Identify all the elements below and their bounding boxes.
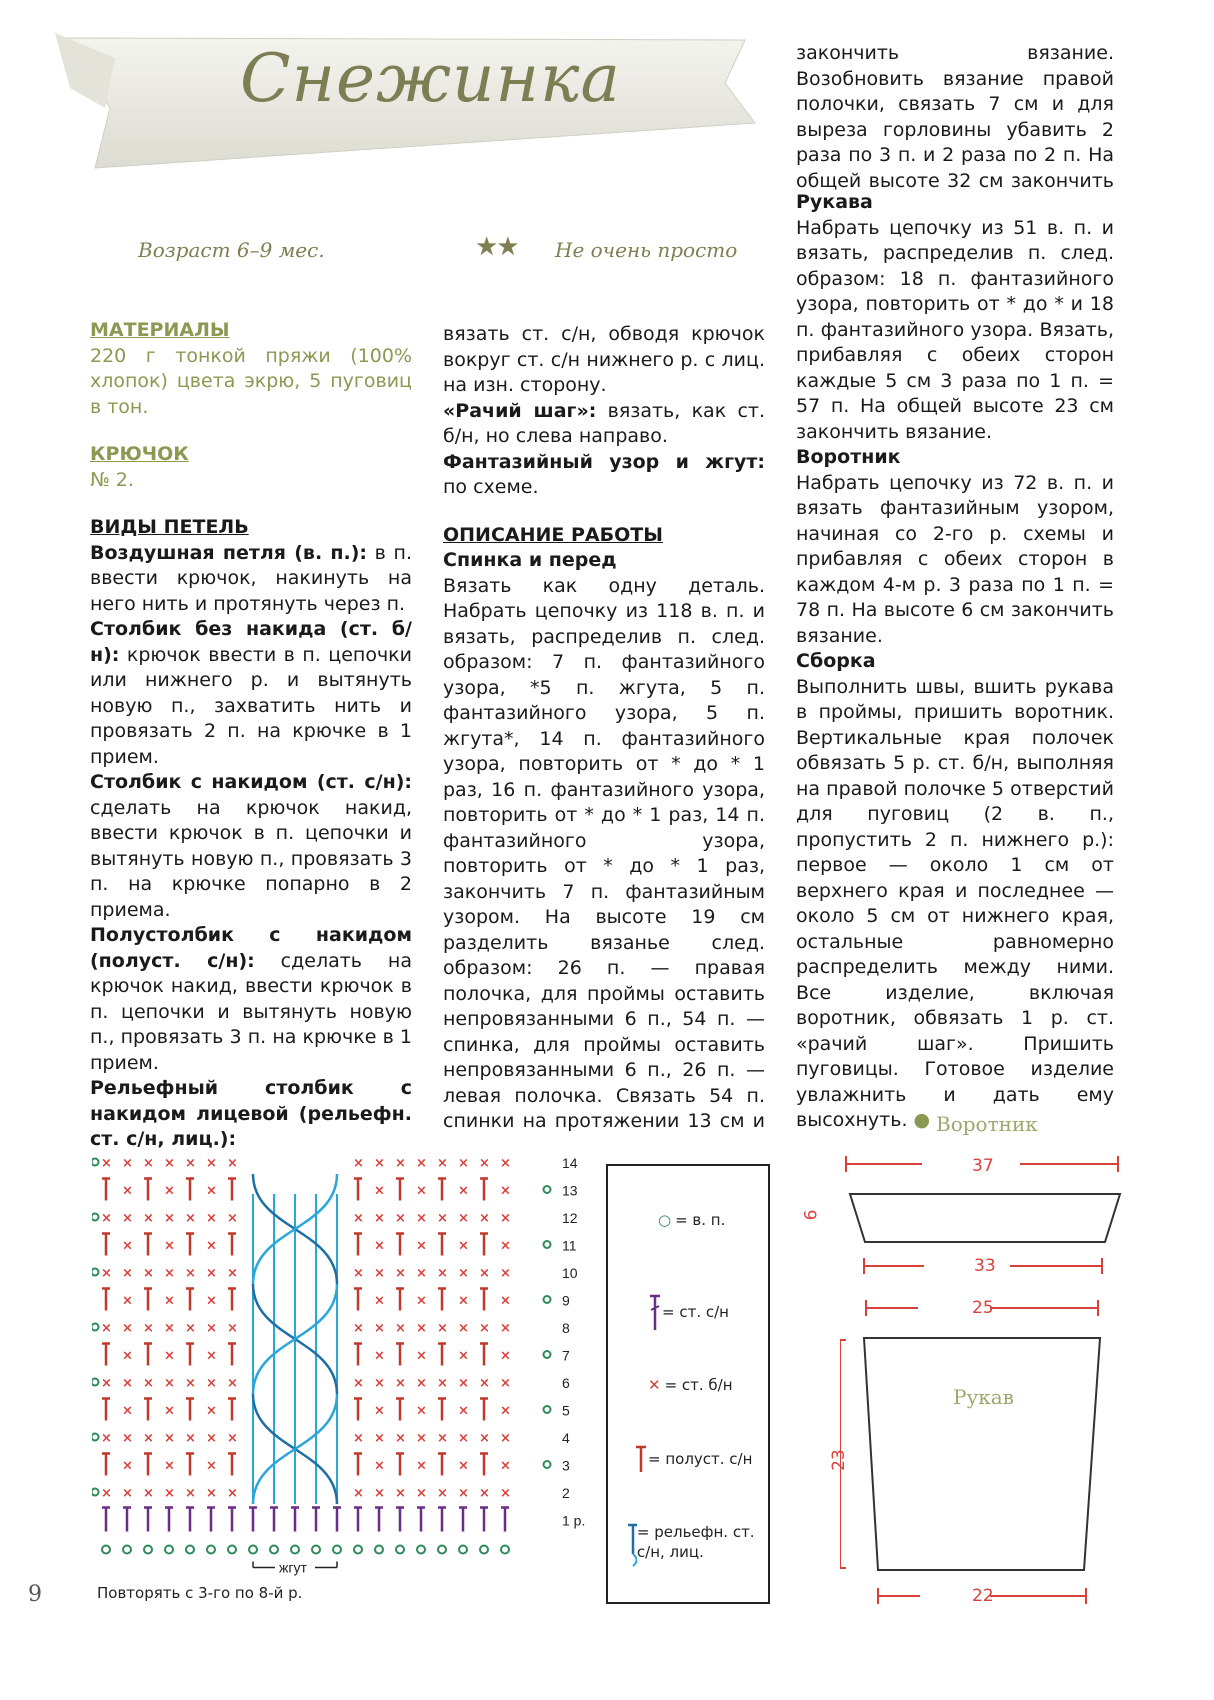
sc-mark: × [500, 1238, 511, 1254]
chain-mark [544, 1406, 551, 1413]
sc-mark: × [479, 1156, 490, 1171]
page-number: 9 [28, 1582, 42, 1607]
sc-mark: × [458, 1458, 469, 1474]
chain-mark [92, 1324, 99, 1331]
sc-mark: × [395, 1211, 406, 1226]
chain-mark [186, 1546, 194, 1554]
sc-mark: × [479, 1431, 490, 1446]
sc-mark: × [143, 1486, 154, 1501]
sc-icon: ✕ [648, 1376, 661, 1394]
sc-mark: × [143, 1321, 154, 1336]
section-title: Сборка [796, 650, 876, 672]
sc-mark: × [164, 1376, 175, 1391]
row-number: 4 [562, 1430, 570, 1446]
row-number: 13 [562, 1182, 578, 1199]
sc-mark: × [500, 1486, 511, 1501]
sc-mark: × [416, 1266, 427, 1281]
sc-mark: × [500, 1431, 511, 1446]
sc-mark: × [164, 1431, 175, 1446]
sc-mark: × [122, 1431, 133, 1446]
sc-mark: × [374, 1486, 385, 1501]
sc-mark: × [458, 1321, 469, 1336]
chain-mark [501, 1546, 509, 1554]
sc-mark: × [122, 1321, 133, 1336]
sc-mark: × [206, 1431, 217, 1446]
sc-mark: × [206, 1486, 217, 1501]
chain-mark [438, 1546, 446, 1554]
legend-item-fpdc: = рельефн. ст. с/н, лиц. [626, 1522, 766, 1568]
chain-mark [544, 1351, 551, 1358]
row-number: 8 [562, 1320, 570, 1336]
sc-mark: × [206, 1156, 217, 1171]
chain-mark [375, 1546, 383, 1554]
sc-mark: × [500, 1183, 511, 1199]
sc-mark: × [437, 1156, 448, 1171]
collar-height-dim: 6 [801, 1209, 822, 1221]
sc-mark: × [122, 1266, 133, 1281]
sc-mark: × [164, 1156, 175, 1171]
chain-mark [207, 1546, 215, 1554]
collar-bottom-dim: 33 [974, 1256, 996, 1276]
chain-icon: ○ [658, 1211, 672, 1229]
chain-mark [92, 1489, 99, 1496]
sc-mark: × [185, 1431, 196, 1446]
sc-mark: × [458, 1211, 469, 1226]
materials-text: 220 г тонкой пряжи (100% хлопок) цвета экрю, 5 пуговиц в тон. [90, 344, 412, 418]
sc-mark: × [185, 1156, 196, 1171]
sc-mark: × [122, 1238, 133, 1254]
row-number: 5 [562, 1402, 570, 1419]
sc-mark: × [185, 1486, 196, 1501]
chain-mark [291, 1546, 299, 1554]
sc-mark: × [227, 1376, 238, 1391]
sc-mark: × [122, 1183, 133, 1199]
sc-mark: × [395, 1376, 406, 1391]
sc-mark: × [122, 1211, 133, 1226]
sc-mark: × [416, 1211, 427, 1226]
page-title: Снежинка [240, 40, 621, 117]
sleeve-bottom-dim: 22 [972, 1586, 994, 1606]
row-number: 10 [562, 1265, 578, 1281]
row-number: 9 [562, 1292, 570, 1309]
section-text: Набрать цепочку из 72 в. п. и вязать фантазийным узором, начиная со 2-го р. схемы и прибавляя с обеих сторон в каждом 4-м р. 3 раза по 1 п. = 78 п. На высоте 6 см закончить вязание. [796, 471, 1114, 647]
stitch-item: Воздушная петля (в. п.): в п. ввести крючок, накинуть на него нить и протянуть через п. [90, 541, 413, 615]
sc-mark: × [122, 1486, 133, 1501]
sleeve-outline [864, 1338, 1100, 1570]
sc-mark: × [458, 1376, 469, 1391]
sc-mark: × [458, 1431, 469, 1446]
sc-mark: × [101, 1156, 112, 1171]
column-1 [90, 318, 412, 1153]
chain-mark [144, 1546, 152, 1554]
sc-mark: × [395, 1266, 406, 1281]
chain-mark [165, 1546, 173, 1554]
sc-mark: × [143, 1376, 154, 1391]
sc-mark: × [395, 1486, 406, 1501]
sc-mark: × [227, 1486, 238, 1501]
stitch-item: Полустолбик с накидом (полуст. с/н): сделать на крючок накид, ввести крючок в п. цепочки и вытянуть новую п., провязать 3 п. на крючке в 1 прием. [90, 924, 412, 1074]
sc-mark: × [185, 1321, 196, 1336]
sc-mark: × [143, 1266, 154, 1281]
sc-mark: × [101, 1376, 112, 1391]
sc-mark: × [164, 1348, 175, 1364]
sc-mark: × [458, 1348, 469, 1364]
sc-mark: × [395, 1321, 406, 1336]
collar-top-dim: 37 [972, 1156, 994, 1176]
sc-mark: × [101, 1321, 112, 1336]
sc-mark: × [122, 1403, 133, 1419]
chain-mark [228, 1546, 236, 1554]
sc-mark: × [416, 1348, 427, 1364]
chain-mark [333, 1546, 341, 1554]
stitch-item: Столбик с накидом (ст. с/н): сделать на крючок накид, ввести крючок в п. цепочки и вытянуть новую п., провязать 3 п. на крючке попарно в 2 приема. [90, 771, 412, 921]
row-number: 12 [562, 1210, 578, 1226]
chain-mark [544, 1241, 551, 1248]
sc-mark: × [185, 1376, 196, 1391]
section-title: Рукава [796, 191, 873, 213]
sc-mark: × [500, 1266, 511, 1281]
legend-item-chain: ○ = в. п. [658, 1211, 726, 1229]
sc-mark: × [206, 1211, 217, 1226]
sc-mark: × [416, 1431, 427, 1446]
row-number: 14 [562, 1155, 578, 1171]
sc-mark: × [500, 1321, 511, 1336]
section-text: Набрать цепочку из 51 в. п. и вязать, распределив п. след. образом: 18 п. фантазийного узора, повторить от * до * и 18 п. фантазийного узора. Вязать, прибавляя с обеих сторон каждые 5 см 3 раза по 1 п. = 57 п. На общей высоте 23 см закончить вязание. [796, 216, 1114, 443]
collar-outline [850, 1194, 1120, 1242]
sc-mark: × [206, 1183, 217, 1199]
sc-mark: × [416, 1183, 427, 1199]
sc-mark: × [395, 1431, 406, 1446]
sc-mark: × [479, 1266, 490, 1281]
difficulty-label: Не очень просто [555, 238, 738, 262]
sc-mark: × [353, 1431, 364, 1446]
sc-mark: × [164, 1238, 175, 1254]
chain-mark [544, 1296, 551, 1303]
chain-mark [92, 1159, 99, 1166]
sc-mark: × [416, 1376, 427, 1391]
sleeve-height-dim: 23 [828, 1449, 849, 1471]
sc-mark: × [227, 1321, 238, 1336]
sc-mark: × [416, 1293, 427, 1309]
column-3 [796, 40, 1114, 1134]
sc-mark: × [353, 1211, 364, 1226]
stitch-item: Рельефный столбик с накидом лицевой (рельефн. ст. с/н, лиц.): [90, 1077, 412, 1150]
sc-mark: × [437, 1486, 448, 1501]
chain-mark [92, 1379, 99, 1386]
sc-mark: × [206, 1348, 217, 1364]
sc-mark: × [416, 1403, 427, 1419]
sc-mark: × [500, 1293, 511, 1309]
sc-mark: × [101, 1431, 112, 1446]
chain-mark [92, 1434, 99, 1441]
section-title: Воротник [796, 446, 901, 468]
row-number: 7 [562, 1347, 570, 1364]
sc-mark: × [437, 1321, 448, 1336]
chain-mark [354, 1546, 362, 1554]
sc-mark: × [143, 1431, 154, 1446]
sc-mark: × [122, 1348, 133, 1364]
chain-mark [544, 1186, 551, 1193]
sc-mark: × [374, 1403, 385, 1419]
sc-mark: × [353, 1321, 364, 1336]
sc-mark: × [227, 1211, 238, 1226]
sc-mark: × [353, 1156, 364, 1171]
sc-mark: × [374, 1211, 385, 1226]
sc-mark: × [206, 1321, 217, 1336]
sc-mark: × [479, 1486, 490, 1501]
sc-mark: × [122, 1376, 133, 1391]
stitch-item: вязать ст. с/н, обводя крючок вокруг ст. с/н нижнего р. с лиц. на изн. сторону. [443, 323, 765, 396]
sc-mark: × [458, 1293, 469, 1309]
chain-mark [396, 1546, 404, 1554]
sc-mark: × [374, 1183, 385, 1199]
sc-mark: × [374, 1266, 385, 1281]
sc-mark: × [416, 1458, 427, 1474]
hdc-icon [634, 1444, 648, 1474]
collar-title: Воротник [936, 1112, 1038, 1136]
work-heading: ОПИСАНИЕ РАБОТЫ [443, 523, 663, 546]
sc-mark: × [164, 1486, 175, 1501]
difficulty-stars: ★★ [475, 232, 518, 262]
sc-mark: × [122, 1156, 133, 1171]
sc-mark: × [101, 1486, 112, 1501]
sc-mark: × [206, 1266, 217, 1281]
sc-mark: × [416, 1238, 427, 1254]
chain-mark [92, 1214, 99, 1221]
sc-mark: × [437, 1266, 448, 1281]
sc-mark: × [374, 1376, 385, 1391]
materials-heading: МАТЕРИАЛЫ [90, 319, 230, 341]
sc-mark: × [143, 1211, 154, 1226]
fpdc-icon [626, 1522, 637, 1568]
sc-mark: × [500, 1211, 511, 1226]
stitch-item: «Рачий шаг»: вязать, как ст. б/н, но слева направо. [443, 399, 765, 447]
legend-item-dc: = ст. с/н [648, 1292, 729, 1332]
sc-mark: × [500, 1458, 511, 1474]
stitch-item: Столбик без накида (ст. б/н): крючок ввести в п. цепочки или нижнего р. и вытянуть новую п., захватить нить и провязать 2 п. на крючке в 1 прием. [90, 618, 412, 768]
sc-mark: × [185, 1211, 196, 1226]
sc-mark: × [479, 1376, 490, 1391]
sc-mark: × [206, 1458, 217, 1474]
row-number: 6 [562, 1375, 570, 1391]
sc-mark: × [500, 1403, 511, 1419]
sc-mark: × [374, 1293, 385, 1309]
chain-mark [459, 1546, 467, 1554]
sc-mark: × [164, 1211, 175, 1226]
dc-icon [648, 1292, 662, 1332]
sc-mark: × [458, 1238, 469, 1254]
chart-legend [606, 1164, 770, 1604]
cable-label: жгут [279, 1559, 307, 1576]
repeat-note: Повторять с 3-го по 8-й р. [97, 1584, 303, 1602]
chain-mark [544, 1461, 551, 1468]
hook-heading: КРЮЧОК [90, 443, 189, 465]
age-label: Возраст 6–9 мес. [138, 238, 325, 262]
stitches-heading: ВИДЫ ПЕТЕЛЬ [90, 516, 249, 538]
sc-mark: × [164, 1183, 175, 1199]
stitch-item: Фантазийный узор и жгут: по схеме. [443, 450, 765, 498]
sc-mark: × [374, 1156, 385, 1171]
sc-mark: × [437, 1376, 448, 1391]
sc-mark: × [437, 1211, 448, 1226]
column-2 [443, 322, 765, 1134]
sc-mark: × [164, 1458, 175, 1474]
row-number: 2 [562, 1485, 570, 1501]
chain-mark [92, 1269, 99, 1276]
sc-mark: × [101, 1211, 112, 1226]
section-text-continued: закончить вязание. Возобновить вязание правой полочки, связать 7 см и для выреза горловины убавить 2 раза по 3 п. и 2 раза по 2 п. На общей высоте 32 см закончить [796, 42, 1114, 190]
sc-mark: × [416, 1156, 427, 1171]
chain-mark [480, 1546, 488, 1554]
sc-mark: × [374, 1348, 385, 1364]
section-text: Вязать как одну деталь. Набрать цепочку из 118 в. п. и вязать, распределив п. след. образом: 7 п. фантазийного узора, *5 п. жгута, 5 п. фантазийного узора, 5 п. жгута*, 14 п. фантазийного узора, повторить от * до * 1 раз, 16 п. фантазийного узора, повторить от * до * 1 раз, 14 п. фантазийного узора, повторить от * до * 1 раз, закончить 7 п. фантазийным узором. На высоте 19 см разделить вязанье след. образом: 26 п. — правая полочка, для проймы оставить непровязанными 6 п., 54 п. — спинка, для проймы оставить непровязанными 6 п., 26 п. — левая полочка. Связать 54 п. спинки на протяжении 13 см и [443, 574, 765, 1132]
sc-mark: × [416, 1486, 427, 1501]
sc-mark: × [374, 1458, 385, 1474]
row-number: 1 р. [562, 1512, 586, 1529]
sc-mark: × [437, 1431, 448, 1446]
sc-mark: × [164, 1403, 175, 1419]
sc-mark: × [500, 1156, 511, 1171]
sc-mark: × [122, 1458, 133, 1474]
sc-mark: × [101, 1266, 112, 1281]
chain-mark [312, 1546, 320, 1554]
schematic-diagrams [840, 1140, 1130, 1615]
sc-mark: × [458, 1266, 469, 1281]
chain-mark [270, 1546, 278, 1554]
sc-mark: × [164, 1293, 175, 1309]
section-title: Спинка и перед [443, 549, 617, 571]
sc-mark: × [206, 1238, 217, 1254]
sc-mark: × [374, 1238, 385, 1254]
sc-mark: × [458, 1183, 469, 1199]
sc-mark: × [374, 1321, 385, 1336]
row-number: 11 [562, 1237, 577, 1254]
sc-mark: × [227, 1431, 238, 1446]
sleeve-title: Рукав [953, 1385, 1014, 1409]
sc-mark: × [374, 1431, 385, 1446]
sc-mark: × [458, 1156, 469, 1171]
sc-mark: × [479, 1211, 490, 1226]
legend-item-sc: ✕ = ст. б/н [648, 1376, 733, 1394]
sc-mark: × [353, 1376, 364, 1391]
chain-mark [417, 1546, 425, 1554]
chain-mark [123, 1546, 131, 1554]
sc-mark: × [122, 1293, 133, 1309]
sleeve-top-dim: 25 [972, 1298, 994, 1318]
sc-mark: × [395, 1156, 406, 1171]
sc-mark: × [185, 1266, 196, 1281]
section-text: Выполнить швы, вшить рукава в проймы, пришить воротник. Вертикальные края полочек обвязать 5 р. ст. б/н, выполняя на правой полочке 5 отверстий для пуговиц (2 в. п., пропустить 2 п. нижнего р.): первое — около 1 см от верхнего края и последнее — около 5 см от нижнего края, остальные равномерно распределить между ними. Все изделие, включая воротник, обвязать 1 р. ст. «рачий шаг». Пришить пуговицы. Готовое изделие увлажнить и дать ему высохнуть. ● [796, 675, 1114, 1131]
sc-mark: × [164, 1321, 175, 1336]
chain-mark [249, 1546, 257, 1554]
sc-mark: × [416, 1321, 427, 1336]
sc-mark: × [500, 1376, 511, 1391]
sc-mark: × [353, 1486, 364, 1501]
sc-mark: × [227, 1156, 238, 1171]
chain-mark [102, 1546, 110, 1554]
crochet-chart [92, 1150, 592, 1580]
sc-mark: × [353, 1266, 364, 1281]
sc-mark: × [500, 1348, 511, 1364]
sc-mark: × [479, 1321, 490, 1336]
hook-text: № 2. [90, 468, 134, 491]
sc-mark: × [164, 1266, 175, 1281]
sc-mark: × [206, 1403, 217, 1419]
sc-mark: × [206, 1376, 217, 1391]
end-mark-icon: ● [913, 1109, 931, 1131]
row-number: 3 [562, 1457, 570, 1474]
sc-mark: × [206, 1293, 217, 1309]
sc-mark: × [458, 1403, 469, 1419]
sc-mark: × [227, 1266, 238, 1281]
sc-mark: × [143, 1156, 154, 1171]
sc-mark: × [458, 1486, 469, 1501]
legend-item-hdc: = полуст. с/н [634, 1444, 752, 1474]
